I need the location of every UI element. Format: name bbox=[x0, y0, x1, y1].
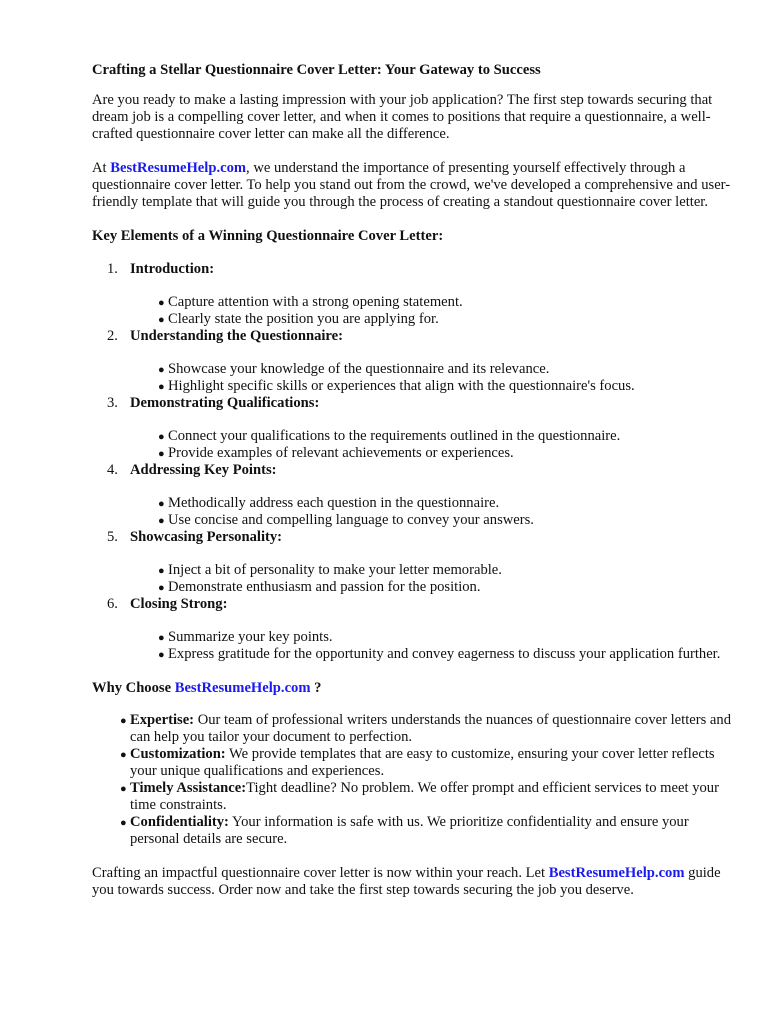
list-item bbox=[92, 780, 732, 814]
bullet-icon: ● bbox=[158, 515, 165, 527]
list-item bbox=[130, 629, 732, 646]
step-bullets bbox=[130, 629, 732, 663]
list-item bbox=[92, 746, 732, 780]
list-item bbox=[130, 428, 732, 445]
why-heading-prefix: Why Choose bbox=[92, 680, 175, 696]
list-item bbox=[130, 512, 732, 529]
list-item bbox=[92, 712, 732, 746]
bullet-icon: ● bbox=[120, 783, 127, 795]
list-item bbox=[130, 579, 732, 596]
list-item bbox=[130, 378, 732, 395]
step-item bbox=[92, 328, 732, 395]
step-item bbox=[92, 395, 732, 462]
list-item-text: Showcase your knowledge of the questionnaire and its relevance. bbox=[168, 361, 550, 377]
bullet-icon: ● bbox=[158, 632, 165, 644]
key-elements-heading: Key Elements of a Winning Questionnaire Cover Letter: bbox=[92, 228, 444, 244]
bullet-icon: ● bbox=[158, 498, 165, 510]
why-heading bbox=[92, 680, 732, 697]
list-item bbox=[130, 294, 732, 311]
step-bullets bbox=[130, 495, 732, 529]
list-item-text: Express gratitude for the opportunity and convey eagerness to discuss your application further. bbox=[168, 646, 721, 662]
step-bullets bbox=[130, 294, 732, 328]
step-number: 2. bbox=[107, 328, 118, 344]
list-item-text: Clearly state the position you are applying for. bbox=[168, 311, 439, 327]
bullet-icon: ● bbox=[158, 314, 165, 326]
company-paragraph-prefix: At bbox=[92, 160, 111, 176]
list-item bbox=[130, 495, 732, 512]
step-bullets bbox=[130, 428, 732, 462]
step-heading: Demonstrating Qualifications: bbox=[130, 395, 320, 411]
step-heading: Closing Strong: bbox=[130, 596, 228, 612]
reason-text: Our team of professional writers understands the nuances of questionnaire cover letters and can help you tailor your document to perfection. bbox=[130, 712, 732, 745]
list-item-text: Methodically address each question in the questionnaire. bbox=[168, 495, 500, 511]
bullet-icon: ● bbox=[158, 297, 165, 309]
step-number: 1. bbox=[107, 261, 118, 277]
bullet-icon: ● bbox=[158, 431, 165, 443]
step-item bbox=[92, 462, 732, 529]
list-item-text: Highlight specific skills or experiences that align with the questionnaire's focus. bbox=[168, 378, 635, 394]
closing-paragraph-prefix: Crafting an impactful questionnaire cover letter is now within your reach. Let bbox=[92, 865, 549, 881]
bullet-icon: ● bbox=[120, 749, 127, 761]
step-number: 4. bbox=[107, 462, 118, 478]
company-paragraph bbox=[92, 160, 732, 211]
step-item bbox=[92, 596, 732, 663]
bullet-icon: ● bbox=[158, 448, 165, 460]
list-item-text: Summarize your key points. bbox=[168, 629, 333, 645]
bullet-icon: ● bbox=[158, 364, 165, 376]
bullet-icon: ● bbox=[158, 649, 165, 661]
closing-paragraph-text: guide you towards success. Order now and take the first step towards securing the job you deserve. bbox=[92, 865, 721, 898]
bullet-icon: ● bbox=[158, 582, 165, 594]
company-paragraph-text: , we understand the importance of presenting yourself effectively through a questionnaire cover letter. To help you stand out from the crowd, we've developed a comprehensive and user-friendly template that will guide you through the process of creating a standout questionnaire cover letter. bbox=[92, 160, 731, 210]
bullet-icon: ● bbox=[120, 817, 127, 829]
list-item-text: Demonstrate enthusiasm and passion for the position. bbox=[168, 579, 481, 595]
closing-paragraph bbox=[92, 865, 732, 899]
step-number: 5. bbox=[107, 529, 118, 545]
reason-label: Customization: bbox=[130, 746, 226, 762]
list-item bbox=[130, 562, 732, 579]
key-elements-list bbox=[92, 261, 732, 663]
list-item bbox=[130, 311, 732, 328]
step-number: 3. bbox=[107, 395, 118, 411]
list-item-text: Use concise and compelling language to convey your answers. bbox=[168, 512, 534, 528]
step-bullets bbox=[130, 361, 732, 395]
company-link[interactable]: BestResumeHelp.com bbox=[110, 160, 247, 176]
reason-label: Timely Assistance: bbox=[130, 780, 247, 796]
closing-link[interactable]: BestResumeHelp.com bbox=[548, 865, 685, 881]
step-heading: Showcasing Personality: bbox=[130, 529, 283, 545]
reason-text: Your information is safe with us. We prioritize confidentiality and ensure your personal details are secure. bbox=[130, 814, 689, 847]
bullet-icon: ● bbox=[158, 381, 165, 393]
step-heading: Introduction: bbox=[130, 261, 215, 277]
list-item bbox=[130, 361, 732, 378]
reason-text: We provide templates that are easy to customize, ensuring your cover letter reflects your unique qualifications and experiences. bbox=[130, 746, 715, 779]
list-item bbox=[130, 445, 732, 462]
why-link[interactable]: BestResumeHelp.com bbox=[174, 680, 311, 696]
intro-paragraph: Are you ready to make a lasting impression with your job application? The first step towards securing that dream job is a compelling cover letter, and when it comes to positions that require a questionnaire, a well-crafted questionnaire cover letter can make all the difference. bbox=[92, 92, 713, 142]
list-item-text: Provide examples of relevant achievements or experiences. bbox=[168, 445, 514, 461]
document-page bbox=[92, 62, 732, 899]
step-number: 6. bbox=[107, 596, 118, 612]
step-item bbox=[92, 261, 732, 328]
list-item bbox=[130, 646, 732, 663]
reason-label: Expertise: bbox=[130, 712, 195, 728]
step-heading: Understanding the Questionnaire: bbox=[130, 328, 343, 344]
step-heading: Addressing Key Points: bbox=[130, 462, 277, 478]
bullet-icon: ● bbox=[120, 715, 127, 727]
bullet-icon: ● bbox=[158, 565, 165, 577]
list-item-text: Capture attention with a strong opening statement. bbox=[168, 294, 463, 310]
list-item-text: Inject a bit of personality to make your letter memorable. bbox=[168, 562, 502, 578]
reason-text: Tight deadline? No problem. We offer prompt and efficient services to meet your time constraints. bbox=[130, 780, 719, 813]
document-title: Crafting a Stellar Questionnaire Cover Letter: Your Gateway to Success bbox=[92, 62, 541, 78]
list-item-text: Connect your qualifications to the requirements outlined in the questionnaire. bbox=[168, 428, 621, 444]
step-item bbox=[92, 529, 732, 596]
reasons-list bbox=[92, 712, 732, 848]
step-bullets bbox=[130, 562, 732, 596]
why-heading-suffix: ? bbox=[310, 680, 322, 696]
reason-label: Confidentiality: bbox=[130, 814, 229, 830]
list-item bbox=[92, 814, 732, 848]
